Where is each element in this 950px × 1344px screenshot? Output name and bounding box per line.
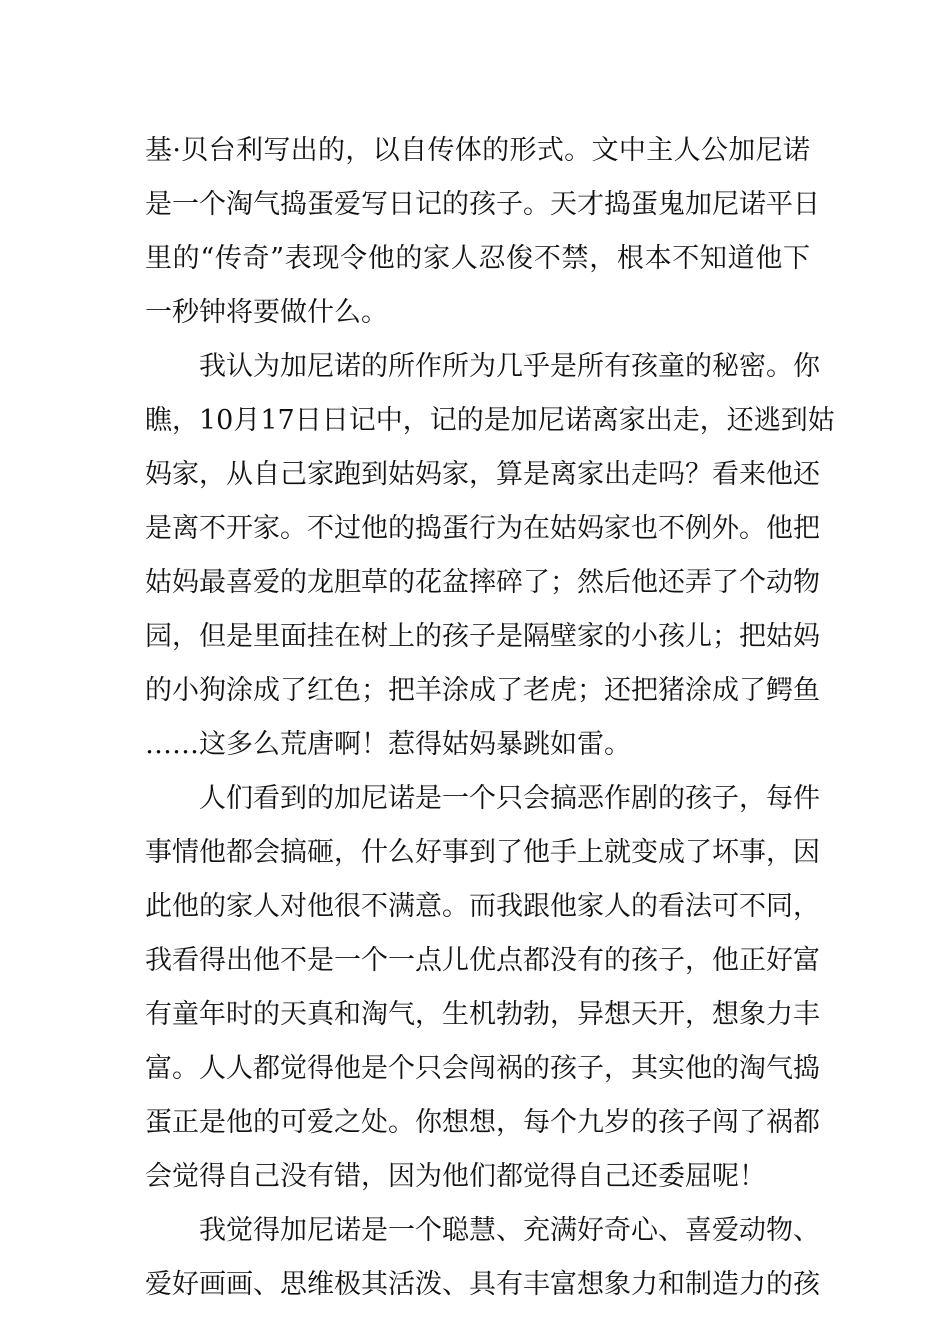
text-line: 是离不开家。不过他的捣蛋行为在姑妈家也不例外。他把: [145, 513, 820, 544]
text-line: 我觉得加尼诺是一个聪慧、充满好奇心、喜爱动物、: [199, 1215, 820, 1246]
text-line: 瞧，10月17日日记中，记的是加尼诺离家出走，还逃到姑: [145, 405, 835, 436]
text-line: 里的“传奇”表现令他的家人忍俊不禁，根本不知道他下: [145, 243, 810, 274]
text-line: 会觉得自己没有错，因为他们都觉得自己还委屈呢！: [145, 1161, 766, 1192]
text-line: ……这多么荒唐啊！惹得姑妈暴跳如雷。: [145, 729, 631, 760]
text-line: 我看得出他不是一个一点儿优点都没有的孩子，他正好富: [145, 945, 820, 976]
text-line: 人们看到的加尼诺是一个只会搞恶作剧的孩子，每件: [199, 783, 820, 814]
text-line: 一秒钟将要做什么。: [145, 297, 388, 328]
text-line: 蛋正是他的可爱之处。你想想，每个九岁的孩子闯了祸都: [145, 1107, 820, 1138]
text-line: 事情他都会搞砸，什么好事到了他手上就变成了坏事，因: [145, 837, 820, 868]
text-line: 有童年时的天真和淘气，生机勃勃，异想天开，想象力丰: [145, 999, 820, 1030]
text-line: 园，但是里面挂在树上的孩子是隔壁家的小孩儿；把姑妈: [145, 621, 820, 652]
text-line: 基·贝台利写出的，以自传体的形式。文中主人公加尼诺: [145, 135, 810, 166]
document-body: [145, 124, 835, 1312]
text-line: 妈家，从自己家跑到姑妈家，算是离家出走吗？看来他还: [145, 459, 820, 490]
text-line: 爱好画画、思维极其活泼、具有丰富想象力和制造力的孩: [145, 1269, 820, 1300]
text-line: 的小狗涂成了红色；把羊涂成了老虎；还把猪涂成了鳄鱼: [145, 675, 820, 706]
text-line: 此他的家人对他很不满意。而我跟他家人的看法可不同，: [145, 891, 820, 922]
text-line: 富。人人都觉得他是个只会闯祸的孩子，其实他的淘气捣: [145, 1053, 820, 1084]
text-line: 姑妈最喜爱的龙胆草的花盆摔碎了；然后他还弄了个动物: [145, 567, 820, 598]
text-line: 是一个淘气捣蛋爱写日记的孩子。天才捣蛋鬼加尼诺平日: [145, 189, 820, 220]
text-line: 我认为加尼诺的所作所为几乎是所有孩童的秘密。你: [199, 351, 820, 382]
